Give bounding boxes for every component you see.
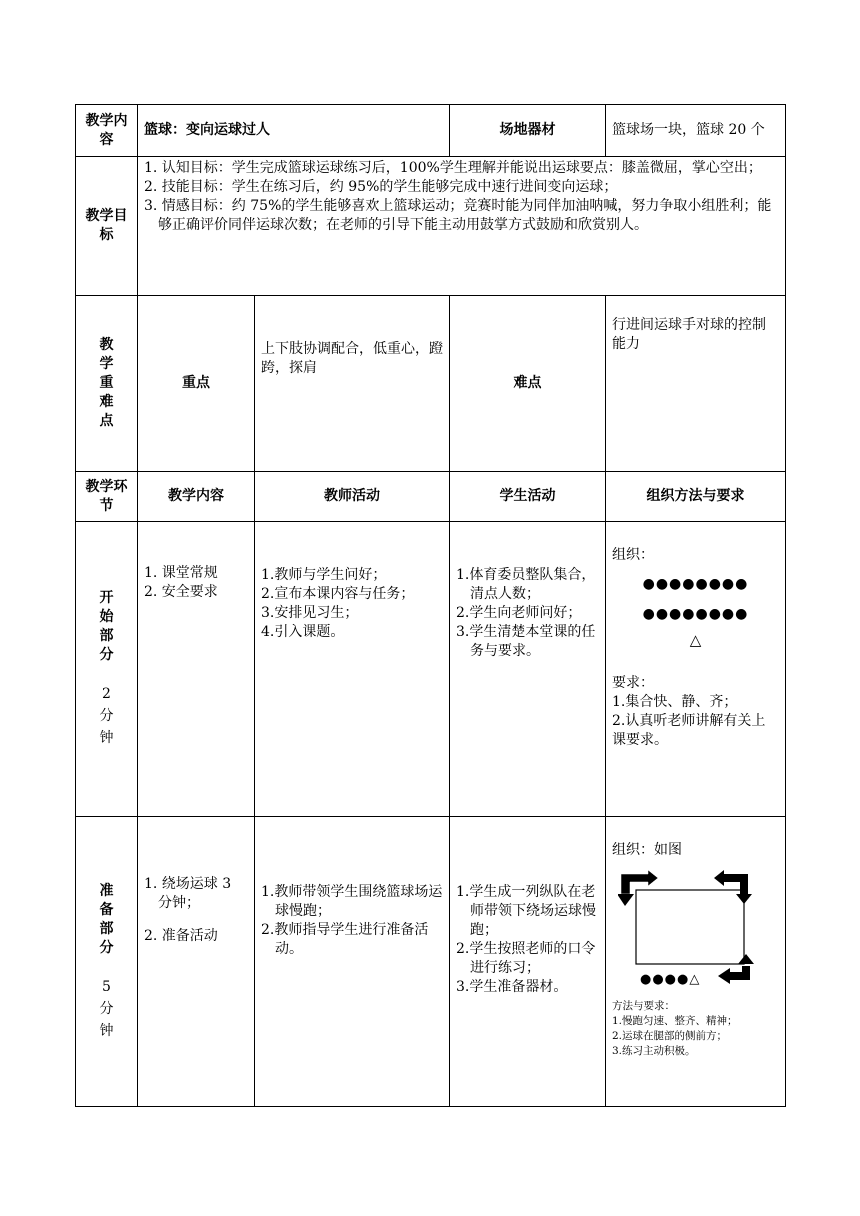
content-item: 2. 安全要求 [144, 584, 218, 600]
method-item: 1.慢跑匀速、整齐、精神； [612, 1015, 738, 1027]
row-key-difficult-points [76, 296, 786, 472]
goal-item: 1. 认知目标：学生完成篮球运球练习后，100%学生理解并能说出运球要点：膝盖微屈，掌心空出； [144, 160, 762, 176]
label-key-point: 重点 [138, 296, 255, 472]
req-title: 要求： [612, 675, 654, 691]
label-key-difficult: 教 学 重 难 点 [76, 296, 138, 472]
header-stage: 教学环节 [76, 472, 138, 522]
content-item: 1. 课堂常规 [144, 565, 218, 581]
header-student: 学生活动 [450, 472, 606, 522]
prep-organization [606, 817, 786, 1107]
goal-item: 2. 技能目标：学生在练习后，约 95%的学生能够完成中速行进间变向运球； [144, 179, 618, 195]
teacher-triangle-icon: △ [689, 972, 701, 987]
org-title: 组织： [612, 547, 654, 563]
row-start-section [76, 522, 786, 817]
student-item: 3.学生清楚本堂课的任务与要求。 [456, 624, 596, 659]
prep-student-activity [450, 817, 606, 1107]
row-prep-section [76, 817, 786, 1107]
teacher-item: 3.安排见习生； [261, 605, 359, 621]
teacher-item: 4.引入课题。 [261, 624, 345, 640]
label-teaching-goals: 教学目标 [76, 157, 138, 296]
teaching-content-value: 篮球：变向运球过人 [138, 105, 450, 157]
teacher-item: 2.教师指导学生进行准备活动。 [261, 922, 429, 957]
method-title: 方法与要求： [612, 1000, 675, 1012]
header-content: 教学内容 [138, 472, 255, 522]
start-content [138, 522, 255, 817]
teaching-goals [138, 157, 786, 296]
req-item: 1.集合快、静、齐； [612, 694, 738, 710]
label-prep-section: 准 备 部 分 5 分 钟 [76, 817, 138, 1107]
method-item: 2.运球在腿部的侧前方； [612, 1030, 728, 1042]
student-item: 2.学生向老师问好； [456, 605, 582, 621]
arrow-bottom-right-icon [718, 966, 750, 984]
key-point-value: 上下肢协调配合，低重心，蹬跨，探肩 [255, 296, 450, 472]
student-dots-row: ●●●●●●●● [642, 576, 749, 592]
arrow-head-icon [738, 954, 754, 964]
prep-teacher-activity [255, 817, 450, 1107]
req-item: 2.认真听老师讲解有关上课要求。 [612, 713, 766, 748]
header-organization: 组织方法与要求 [606, 472, 786, 522]
teacher-item: 2.宣布本课内容与任务； [261, 586, 415, 602]
difficult-point-value: 行进间运球手对球的控制能力 [606, 296, 786, 472]
start-organization [606, 522, 786, 817]
student-item: 1.体育委员整队集合，清点人数； [456, 567, 596, 602]
prep-content [138, 817, 255, 1107]
header-teacher: 教师活动 [255, 472, 450, 522]
student-dots-row: ●●●●△ [640, 972, 701, 987]
start-teacher-activity [255, 522, 450, 817]
court-rectangle [636, 890, 744, 964]
student-item: 2.学生按照老师的口令进行练习； [456, 941, 596, 976]
content-item: 2. 准备活动 [144, 928, 218, 944]
row-teaching-goals [76, 157, 786, 296]
label-venue: 场地器材 [450, 105, 606, 157]
teacher-triangle-icon: △ [689, 631, 702, 649]
label-difficult-point: 难点 [450, 296, 606, 472]
label-teaching-content: 教学内容 [76, 105, 138, 157]
venue-value: 篮球场一块，篮球 20 个 [606, 105, 786, 157]
arrow-head-icon [736, 894, 752, 904]
student-item: 1.学生成一列纵队在老师带领下绕场运球慢跑； [456, 884, 596, 938]
student-dots-row: ●●●●●●●● [642, 606, 749, 622]
lesson-plan-table [75, 104, 786, 1107]
content-item: 1. 绕场运球 3 分钟； [144, 876, 232, 911]
teacher-item: 1.教师与学生问好； [261, 567, 387, 583]
row-teaching-content [76, 105, 786, 157]
start-student-activity [450, 522, 606, 817]
teacher-item: 1.教师带领学生围绕篮球场运球慢跑； [261, 884, 443, 919]
goal-item: 3. 情感目标：约 75%的学生能够喜欢上篮球运动；竞赛时能为同伴加油呐喊，努力争取小组胜利；能够正确评价同伴运球次数；在老师的引导下能主动用鼓掌方式鼓励和欣赏别人。 [144, 198, 772, 233]
arrow-head-icon [618, 894, 634, 906]
label-start-section: 开 始 部 分 2 分 钟 [76, 522, 138, 817]
row-column-headers [76, 472, 786, 522]
method-item: 3.练习主动积极。 [612, 1045, 696, 1057]
court-route-diagram [618, 868, 768, 993]
student-item: 3.学生准备器材。 [456, 979, 568, 995]
org-title: 组织：如图 [612, 842, 682, 858]
